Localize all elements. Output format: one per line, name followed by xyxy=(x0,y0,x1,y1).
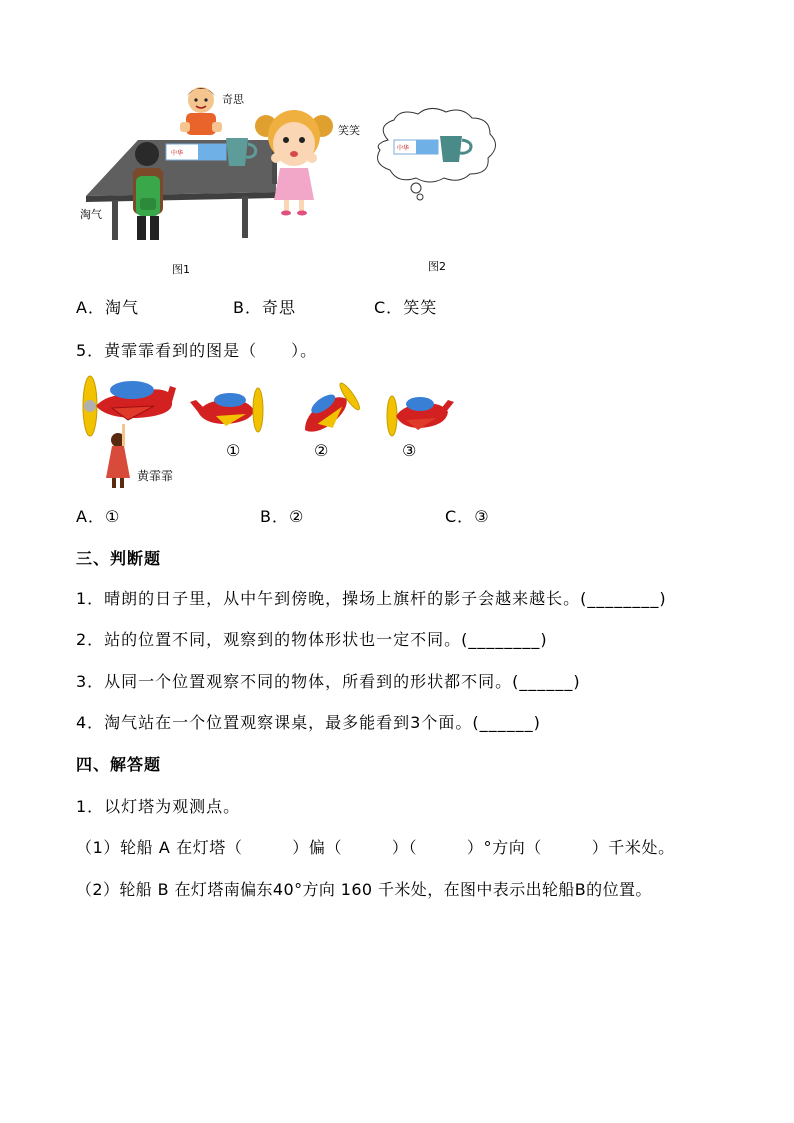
plane-front-icon xyxy=(83,376,176,436)
plane-3-icon xyxy=(387,396,454,436)
figure-1-illustration xyxy=(80,80,350,250)
judge-item-4: 4．淘气站在一个位置观察课桌，最多能看到3个面。(______) xyxy=(76,713,541,732)
q4-option-c[interactable]: C．笑笑 xyxy=(374,298,438,317)
xiaoxiao-label: 笑笑 xyxy=(338,124,360,137)
svg-text:中华: 中华 xyxy=(397,145,410,152)
taoqi-figure xyxy=(133,142,163,240)
q4-option-a[interactable]: A．淘气 xyxy=(76,298,139,317)
taoqi-label: 淘气 xyxy=(80,208,102,221)
figure-2-illustration xyxy=(366,104,506,204)
plane-1-icon xyxy=(190,388,263,432)
judge-item-1: 1．晴朗的日子里，从中午到傍晚，操场上旗杆的影子会越来越长。(________) xyxy=(76,589,667,608)
answer-q1-sub2: （2）轮船 B 在灯塔南偏东40°方向 160 千米处，在图中表示出轮船B的位置。 xyxy=(76,880,652,899)
q5-stem: 5．黄霏霏看到的图是（ ）。 xyxy=(76,341,318,360)
q5-option-a[interactable]: A．① xyxy=(76,507,121,526)
qisi-figure xyxy=(180,87,222,135)
qisi-label: 奇思 xyxy=(222,93,244,106)
section-4-title: 四、解答题 xyxy=(76,755,162,774)
q5-illustration xyxy=(76,372,456,490)
toothpaste-icon xyxy=(394,140,438,154)
figure-1-caption: 图1 xyxy=(172,263,190,276)
plane-2-label: ② xyxy=(314,441,330,460)
svg-text:中华: 中华 xyxy=(171,150,184,157)
q5-option-b[interactable]: B．② xyxy=(260,507,305,526)
judge-item-3: 3．从同一个位置观察不同的物体，所看到的形状都不同。(______) xyxy=(76,672,581,691)
plane-1-label: ① xyxy=(226,441,242,460)
figure-2-caption: 图2 xyxy=(428,260,446,273)
answer-q1-sub1: （1）轮船 A 在灯塔（ ）偏（ ）（ ）°方向（ ）千米处。 xyxy=(76,838,675,857)
q5-option-c[interactable]: C．③ xyxy=(445,507,490,526)
judge-item-2: 2．站的位置不同，观察到的物体形状也一定不同。(________) xyxy=(76,630,548,649)
plane-3-label: ③ xyxy=(402,441,418,460)
answer-q1-stem: 1．以灯塔为观测点。 xyxy=(76,797,241,816)
toothpaste-icon xyxy=(166,144,226,160)
huangfeifei-label: 黄霏霏 xyxy=(137,469,174,483)
huangfeifei-figure xyxy=(106,424,130,488)
section-3-title: 三、判断题 xyxy=(76,549,162,568)
plane-2-icon xyxy=(295,381,363,442)
q4-option-b[interactable]: B．奇思 xyxy=(233,298,296,317)
